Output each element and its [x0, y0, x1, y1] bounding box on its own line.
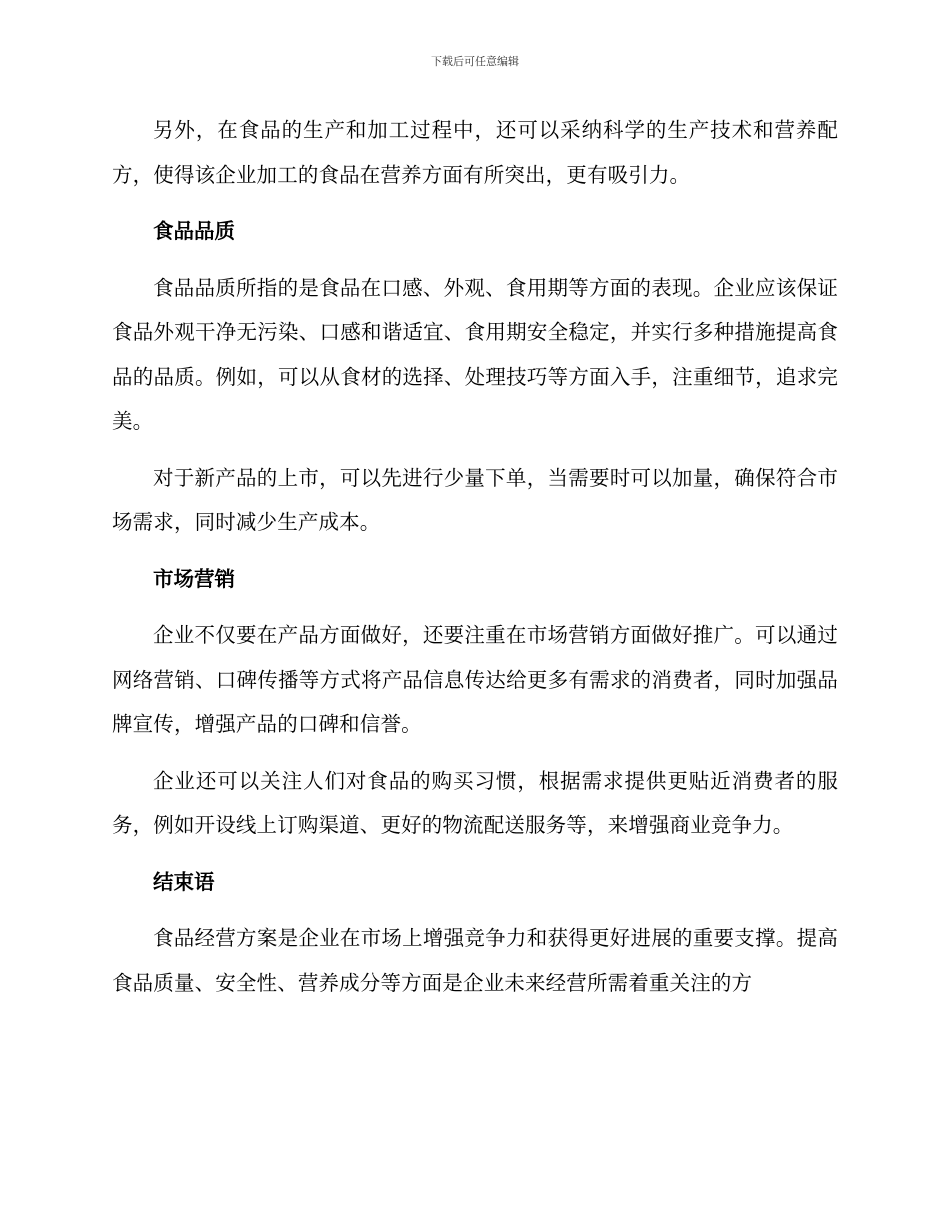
paragraph-consumer-habits: 企业还可以关注人们对食品的购买习惯，根据需求提供更贴近消费者的服务，例如开设线上订购渠道、更好的物流配送服务等，来增强商业竞争力。	[112, 768, 838, 837]
heading-conclusion: 结束语	[153, 869, 215, 894]
heading-food-quality: 食品品质	[153, 219, 235, 243]
paragraph-conclusion: 食品经营方案是企业在市场上增强竞争力和获得更好进展的重要支撑。提高食品质量、安全性、营养成分等方面是企业未来经营所需着重关注的方	[112, 926, 838, 995]
heading-marketing: 市场营销	[153, 566, 235, 591]
paragraph-new-product-launch: 对于新产品的上市，可以先进行少量下单，当需要时可以加量，确保符合市场需求，同时减少生产成本。	[112, 465, 838, 534]
paragraph-nutrition-formula: 另外，在食品的生产和加工过程中，还可以采纳科学的生产技术和营养配方，使得该企业加工的食品在营养方面有所突出，更有吸引力。	[112, 118, 838, 187]
page-header-note: 下载后可任意编辑	[431, 55, 519, 68]
paragraph-food-quality: 食品品质所指的是食品在口感、外观、食用期等方面的表现。企业应该保证食品外观干净无污染、口感和谐适宜、食用期安全稳定，并实行多种措施提高食品的品质。例如，可以从食材的选择、处理技巧等方面入手，注重细节，追求完美。	[112, 275, 838, 433]
paragraph-marketing-promotion: 企业不仅要在产品方面做好，还要注重在市场营销方面做好推广。可以通过网络营销、口碑传播等方式将产品信息传达给更多有需求的消费者，同时加强品牌宣传，增强产品的口碑和信誉。	[112, 623, 838, 736]
document-body	[112, 108, 838, 1017]
